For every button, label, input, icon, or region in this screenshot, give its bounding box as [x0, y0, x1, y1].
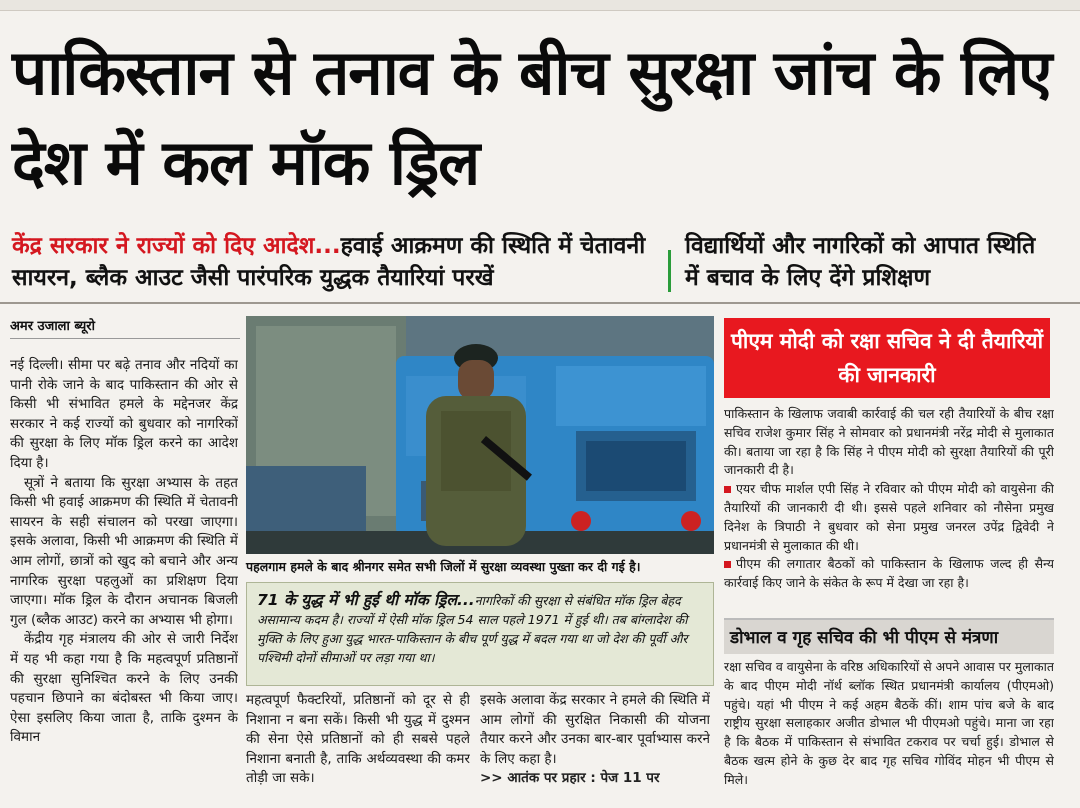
- side-subheadline: डोभाल व गृह सचिव की भी पीएम से मंत्रणा: [724, 618, 1054, 654]
- article-column-1: [10, 356, 238, 806]
- bullet-item: एयर चीफ मार्शल एपी सिंह ने रविवार को पीएम मोदी को वायुसेना की तैयारियों की जानकारी दी थी। इससे पहले शनिवार को नौसेना प्रमुख दिनेश के त्रिपाठी ने बुधवार को सेना प्रमुख जनरल उपेंद्र द्विवेदी ने प्रधानमंत्री से मुलाकात की थी।: [724, 481, 1054, 553]
- photo-caption: पहलगाम हमले के बाद श्रीनगर समेत सभी जिलों में सुरक्षा व्यवस्था पुख्ता कर दी गई है।: [246, 559, 641, 574]
- article-column-3: [480, 691, 710, 807]
- byline: अमर उजाला ब्यूरो: [10, 319, 95, 334]
- subheadline-right: विद्यार्थियों और नागरिकों को आपात स्थिति में बचाव के लिए देंगे प्रशिक्षण: [685, 233, 1036, 291]
- byline-rule: [10, 338, 240, 339]
- history-box-body: नागरिकों की सुरक्षा से संबंधित मॉक ड्रिल बेहद असामान्य कदम है। राज्यों में ऐसी मॉक ड्रिल 54 साल पहले 1971 में हुई थी। तब बांग्लादेश की मुक्ति के लिए हुआ युद्ध भारत-पाकिस्तान के बीच पूर्ण युद्ध में बदल गया था जो देश की पूर्वी और पश्चिमी दोनों सीमाओं पर लड़ा गया था।: [257, 593, 688, 665]
- subheadline-left-text: हवाई आक्रमण की स्थिति में चेतावनी सायरन, ब्लैक आउट जैसी पारंपरिक युद्धक तैयारियां परखें: [12, 233, 646, 291]
- paragraph: सूत्रों ने बताया कि सुरक्षा अभ्यास के तहत किसी भी हवाई आक्रमण की स्थिति में चेतावनी सायरन के सही संचालन को परखा जाएगा। इसके अलावा, किसी भी आक्रमण की स्थिति में आम लोगों, छात्रों को खुद को बचाने और अन्य नागरिक सुरक्षा पहलुओं का प्रशिक्षण दिया जाएगा। मॉक ड्रिल के दौरान अचानक बिजली गुल (ब्लैक आउट) करने का अभ्यास भी होगा।: [10, 474, 238, 628]
- side-headline-box: पीएम मोदी को रक्षा सचिव ने दी तैयारियों की जानकारी: [724, 318, 1050, 398]
- bullet-square-icon: [724, 561, 731, 568]
- history-box: [246, 582, 714, 686]
- subheadline-red-lead: केंद्र सरकार ने राज्यों को दिए आदेश...: [12, 233, 341, 259]
- paragraph: पाकिस्तान के खिलाफ जवाबी कार्रवाई की चल रही तैयारियों के बीच रक्षा सचिव राजेश कुमार सिंह ने सोमवार को प्रधानमंत्री नरेंद्र मोदी से मुलाकात की। बताया जा रहा है कि सिंह ने पीएम मोदी को सुरक्षा तैयारियों की पूरी जानकारी दी है।: [724, 406, 1054, 478]
- subheadline-left: [12, 230, 660, 294]
- bullet-square-icon: [724, 486, 731, 493]
- main-headline: पाकिस्तान से तनाव के बीच सुरक्षा जांच के लिए देश में कल मॉक ड्रिल: [12, 36, 1052, 199]
- paragraph: नई दिल्ली। सीमा पर बढ़े तनाव और नदियों का पानी रोके जाने के बाद पाकिस्तान की ओर से किसी भी संभावित हमले के मद्देनजर केंद्र सरकार ने कई राज्यों को बुधवार को नागरिकों की सुरक्षा के लिए मॉक ड्रिल करने का आदेश दिया है।: [10, 357, 238, 471]
- subheadline-divider: [668, 250, 671, 292]
- continued-on-page-link[interactable]: >> आतंक पर प्रहार : पेज 11 पर: [480, 770, 660, 787]
- paragraph: केंद्रीय गृह मंत्रालय की ओर से जारी निर्देश में यह भी कहा गया है कि महत्वपूर्ण प्रतिष्ठानों की सुरक्षा सुनिश्चित करने के लिए उनकी पहचान छिपाने का बंदोबस्त भी किया जाए। ऐसा इसलिए किया जाता है, ताकि दुश्मन के विमान: [10, 631, 238, 746]
- side-article: [724, 405, 1054, 615]
- article-column-2: महत्वपूर्ण फैक्टरियों, प्रतिष्ठानों को दूर से ही निशाना न बना सकें। किसी भी युद्ध में दुश्मन की सेना ऐसे प्रतिष्ठानों को ही सबसे पहले निशाना बनाती है, ताकि अर्थव्यवस्था की कमर तोड़ी जा सके।: [246, 692, 470, 787]
- section-rule: [0, 302, 1080, 304]
- paragraph: इसके अलावा केंद्र सरकार ने हमले की स्थिति में आम लोगों की सुरक्षित निकासी की योजना तैयार करने और उनका बार-बार पूर्वाभ्यास करने के लिए कहा है।: [480, 692, 710, 767]
- history-box-lead: 71 के युद्ध में भी हुई थी मॉक ड्रिल...: [257, 591, 475, 609]
- page-top-strip: [0, 0, 1080, 11]
- bullet-item: पीएम की लगातार बैठकों को पाकिस्तान के खिलाफ जल्द ही सैन्य कार्रवाई किए जाने के संकेत के रूप में देखा जा रहा है।: [724, 556, 1054, 591]
- news-photo: [246, 316, 714, 554]
- soldier-near-truck-illustration: [246, 316, 714, 554]
- side-sub-article: रक्षा सचिव व वायुसेना के वरिष्ठ अधिकारियों से अपने आवास पर मुलाकात के बाद पीएम मोदी नॉर्थ ब्लॉक स्थित प्रधानमंत्री कार्यालय (पीएमओ) पहुंचे। यहां भी पीएम ने कई अहम बैठकें कीं। शाम पांच बजे के बाद राष्ट्रीय सुरक्षा सलाहकार अजीत डोभाल भी पीएमओ पहुंचे। माना जा रहा है कि बैठक में पाकिस्तान से संभावित टकराव पर चर्चा हुई। डोभाल से बैठक खत्म होने के कुछ देर बाद गृह सचिव गोविंद मोहन भी पीएम से मिले।: [724, 659, 1054, 787]
